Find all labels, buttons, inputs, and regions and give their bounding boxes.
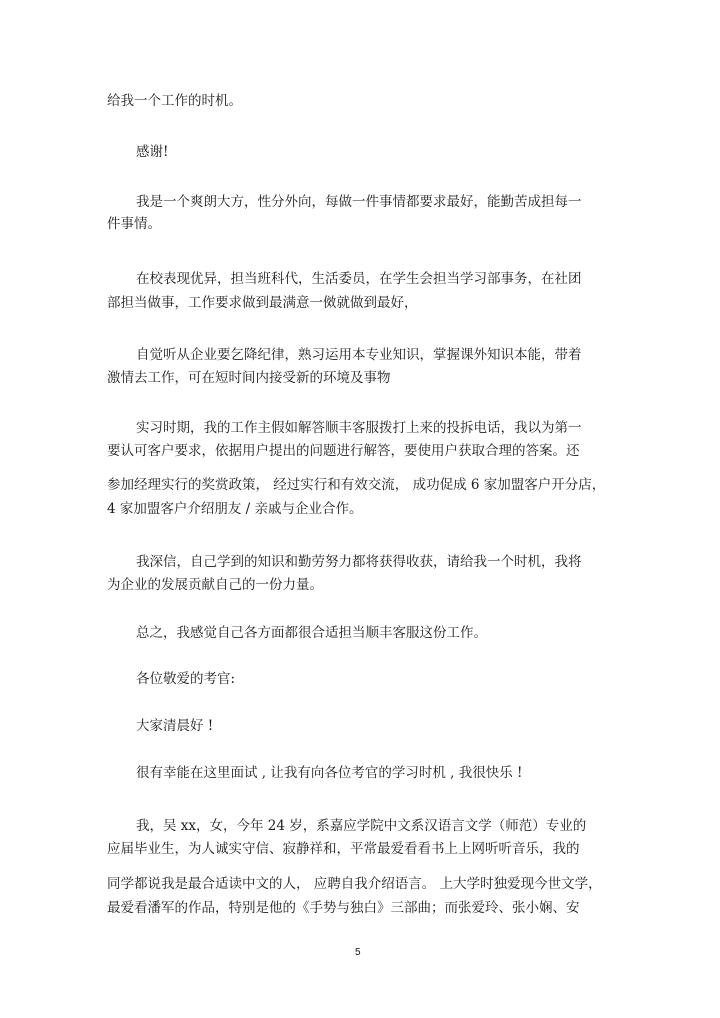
- text-line: 件事情。: [107, 216, 161, 232]
- text-line: 实习时期，我的工作主假如解答顺丰客服拨打上来的投拆电话，我以为第一: [136, 420, 582, 436]
- text-line: 自觉听从企业要乞降纪律，熟习运用本专业知识，掌握课外知识本能，带着: [136, 347, 582, 363]
- text-line: 大家清晨好 !: [136, 718, 214, 734]
- text-line: 我，吴 xx，女，今年 24 岁，系嘉应学院中文系汉语言文学（师范）专业的: [136, 818, 587, 834]
- page-number: 5: [355, 947, 361, 958]
- text-line: 各位敬爱的考官:: [136, 671, 236, 687]
- text-line: 最爱看潘军的作品，特别是他的《手势与独白》三部曲；而张爱玲、张小娴、安: [107, 900, 580, 916]
- text-line: 我是一个爽朗大方，性分外向，每做一件事情都要求最好，能勤苦成担每一: [136, 194, 582, 210]
- text-line: 参加经理实行的奖赏政策， 经过实行和有效交流， 成功促成 6 家加盟客户开分店，: [107, 477, 606, 493]
- text-line: 激情去工作，可在短时间内接受新的环境及事物: [107, 370, 391, 386]
- text-line: 同学都说我是最合适读中文的人， 应聘自我介绍语言。 上大学时独爱现今世文学，: [107, 876, 602, 892]
- text-line: 给我一个工作的时机。: [107, 93, 242, 109]
- text-line: 应届毕业生，为人诚实守信、寂静祥和，平常最爱看看书上上网听听音乐，我的: [107, 841, 580, 857]
- text-line: 为企业的发展贡献自己的一份力量。: [107, 577, 323, 593]
- text-line: 部担当做事，工作要求做到最满意一傚就做到最好，: [107, 295, 418, 311]
- text-line: 总之，我感觉自己各方面都很合适担当顺丰客服这份工作。: [136, 625, 487, 641]
- text-line: 很有幸能在这里面试 , 让我有向各位考官的学习时机 , 我很快乐 !: [136, 765, 523, 781]
- text-line: 我深信，自己学到的知识和勤劳努力都将获得收获，请给我一个时机，我将: [136, 554, 582, 570]
- text-line: 要认可客户要求，依据用户提出的问题进行解答，要使用户获取合理的答案。还: [107, 443, 580, 459]
- text-line: 在校表现优异，担当班科代，生活委员，在学生会担当学习部事务，在社团: [136, 271, 582, 287]
- text-line: 4 家加盟客户介绍朋友 / 亲戚与企业合作。: [107, 501, 363, 517]
- text-line: 感谢!: [136, 144, 169, 160]
